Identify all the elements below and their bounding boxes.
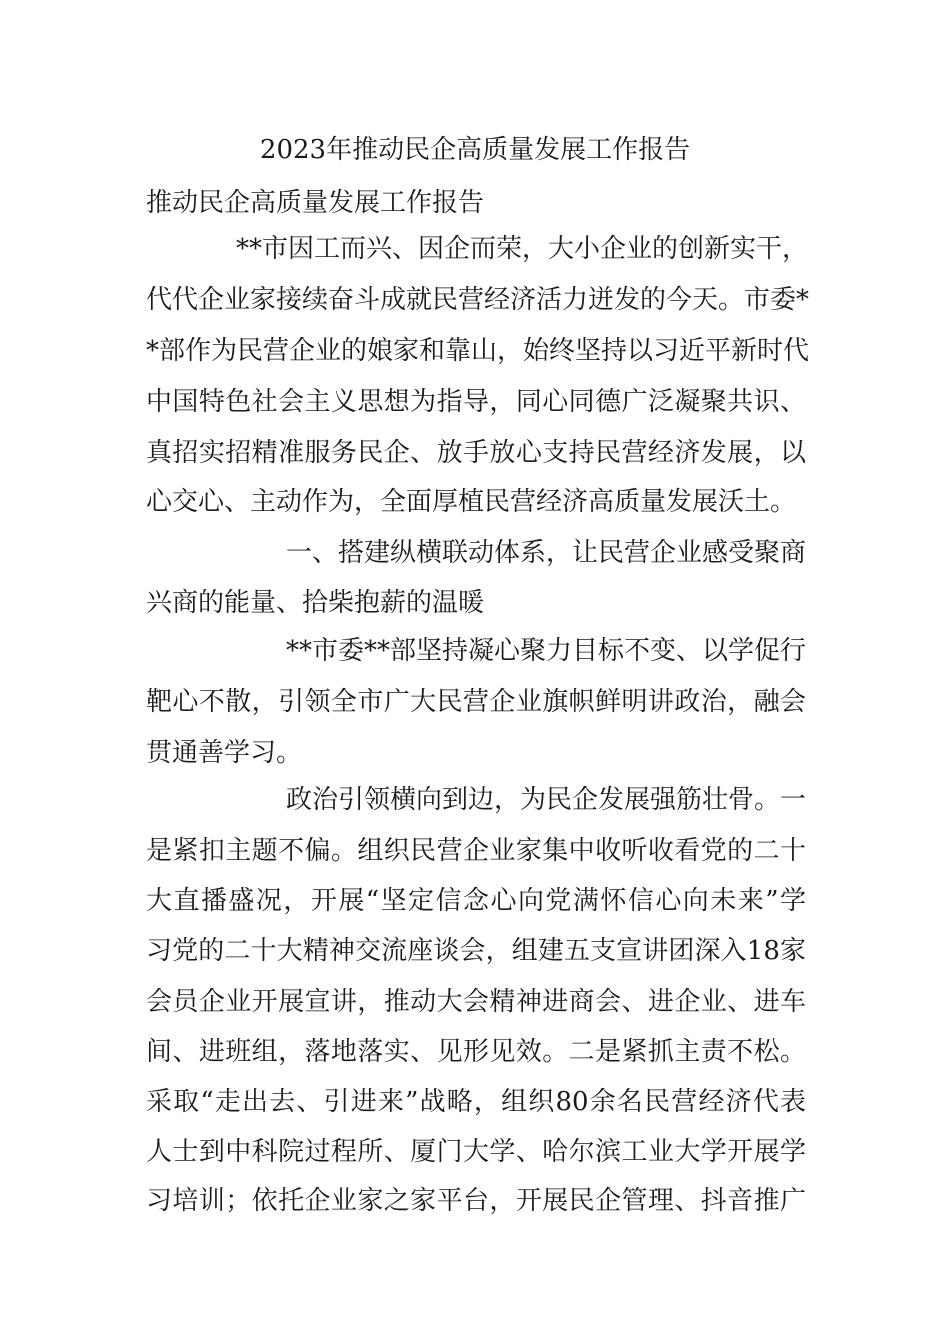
paragraph-line: 采取“走出去、引进来”战略，组织80余名民营经济代表 bbox=[146, 1087, 806, 1117]
section-heading-line: 一、搭建纵横联动体系，让民营企业感受聚商 bbox=[286, 538, 807, 568]
paragraph-line: 贯通善学习。 bbox=[146, 738, 303, 768]
paragraph-line: 心交心、主动作为，全面厚植民营经济高质量发展沃土。 bbox=[146, 487, 797, 517]
paragraph-line: 真招实招精准服务民企、放手放心支持民营经济发展，以 bbox=[146, 438, 806, 468]
paragraph-line: 中国特色社会主义思想为指导，同心同德广泛凝聚共识、 bbox=[146, 387, 806, 417]
paragraph-line: **市委**部坚持凝心聚力目标不变、以学促行 bbox=[286, 636, 807, 666]
paragraph-line: 习培训；依托企业家之家平台，开展民企管理、抖音推广 bbox=[146, 1186, 806, 1216]
paragraph-line: 靶心不散，引领全市广大民营企业旗帜鲜明讲政治，融会 bbox=[146, 687, 806, 717]
paragraph-line: 大直播盛况，开展“坚定信念心向党满怀信心向未来”学 bbox=[146, 886, 806, 916]
paragraph-line: 政治引领横向到边，为民企发展强筋壮骨。一 bbox=[286, 785, 807, 815]
document-title: 2023年推动民企高质量发展工作报告 bbox=[259, 135, 691, 165]
paragraph-line: 习党的二十大精神交流座谈会，组建五支宣讲团深入18家 bbox=[146, 936, 806, 966]
paragraph-line: 是紧扣主题不偏。组织民营企业家集中收听收看党的二十 bbox=[146, 836, 806, 866]
section-heading-line: 兴商的能量、拾柴抱薪的温暖 bbox=[146, 588, 485, 618]
paragraph-line: 代代企业家接续奋斗成就民营经济活力迸发的今天。市委* bbox=[146, 285, 810, 315]
paragraph-line: **市因工而兴、因企而荣，大小企业的创新实干， bbox=[236, 234, 809, 264]
paragraph-line: *部作为民营企业的娘家和靠山，始终坚持以习近平新时代 bbox=[146, 336, 810, 366]
paragraph-line: 人士到中科院过程所、厦门大学、哈尔滨工业大学开展学 bbox=[146, 1137, 806, 1167]
paragraph-line: 会员企业开展宣讲，推动大会精神进商会、进企业、进车 bbox=[146, 987, 806, 1017]
paragraph-line: 间、进班组，落地落实、见形见效。二是紧抓主责不松。 bbox=[146, 1037, 806, 1067]
document-subtitle: 推动民企高质量发展工作报告 bbox=[146, 188, 485, 218]
